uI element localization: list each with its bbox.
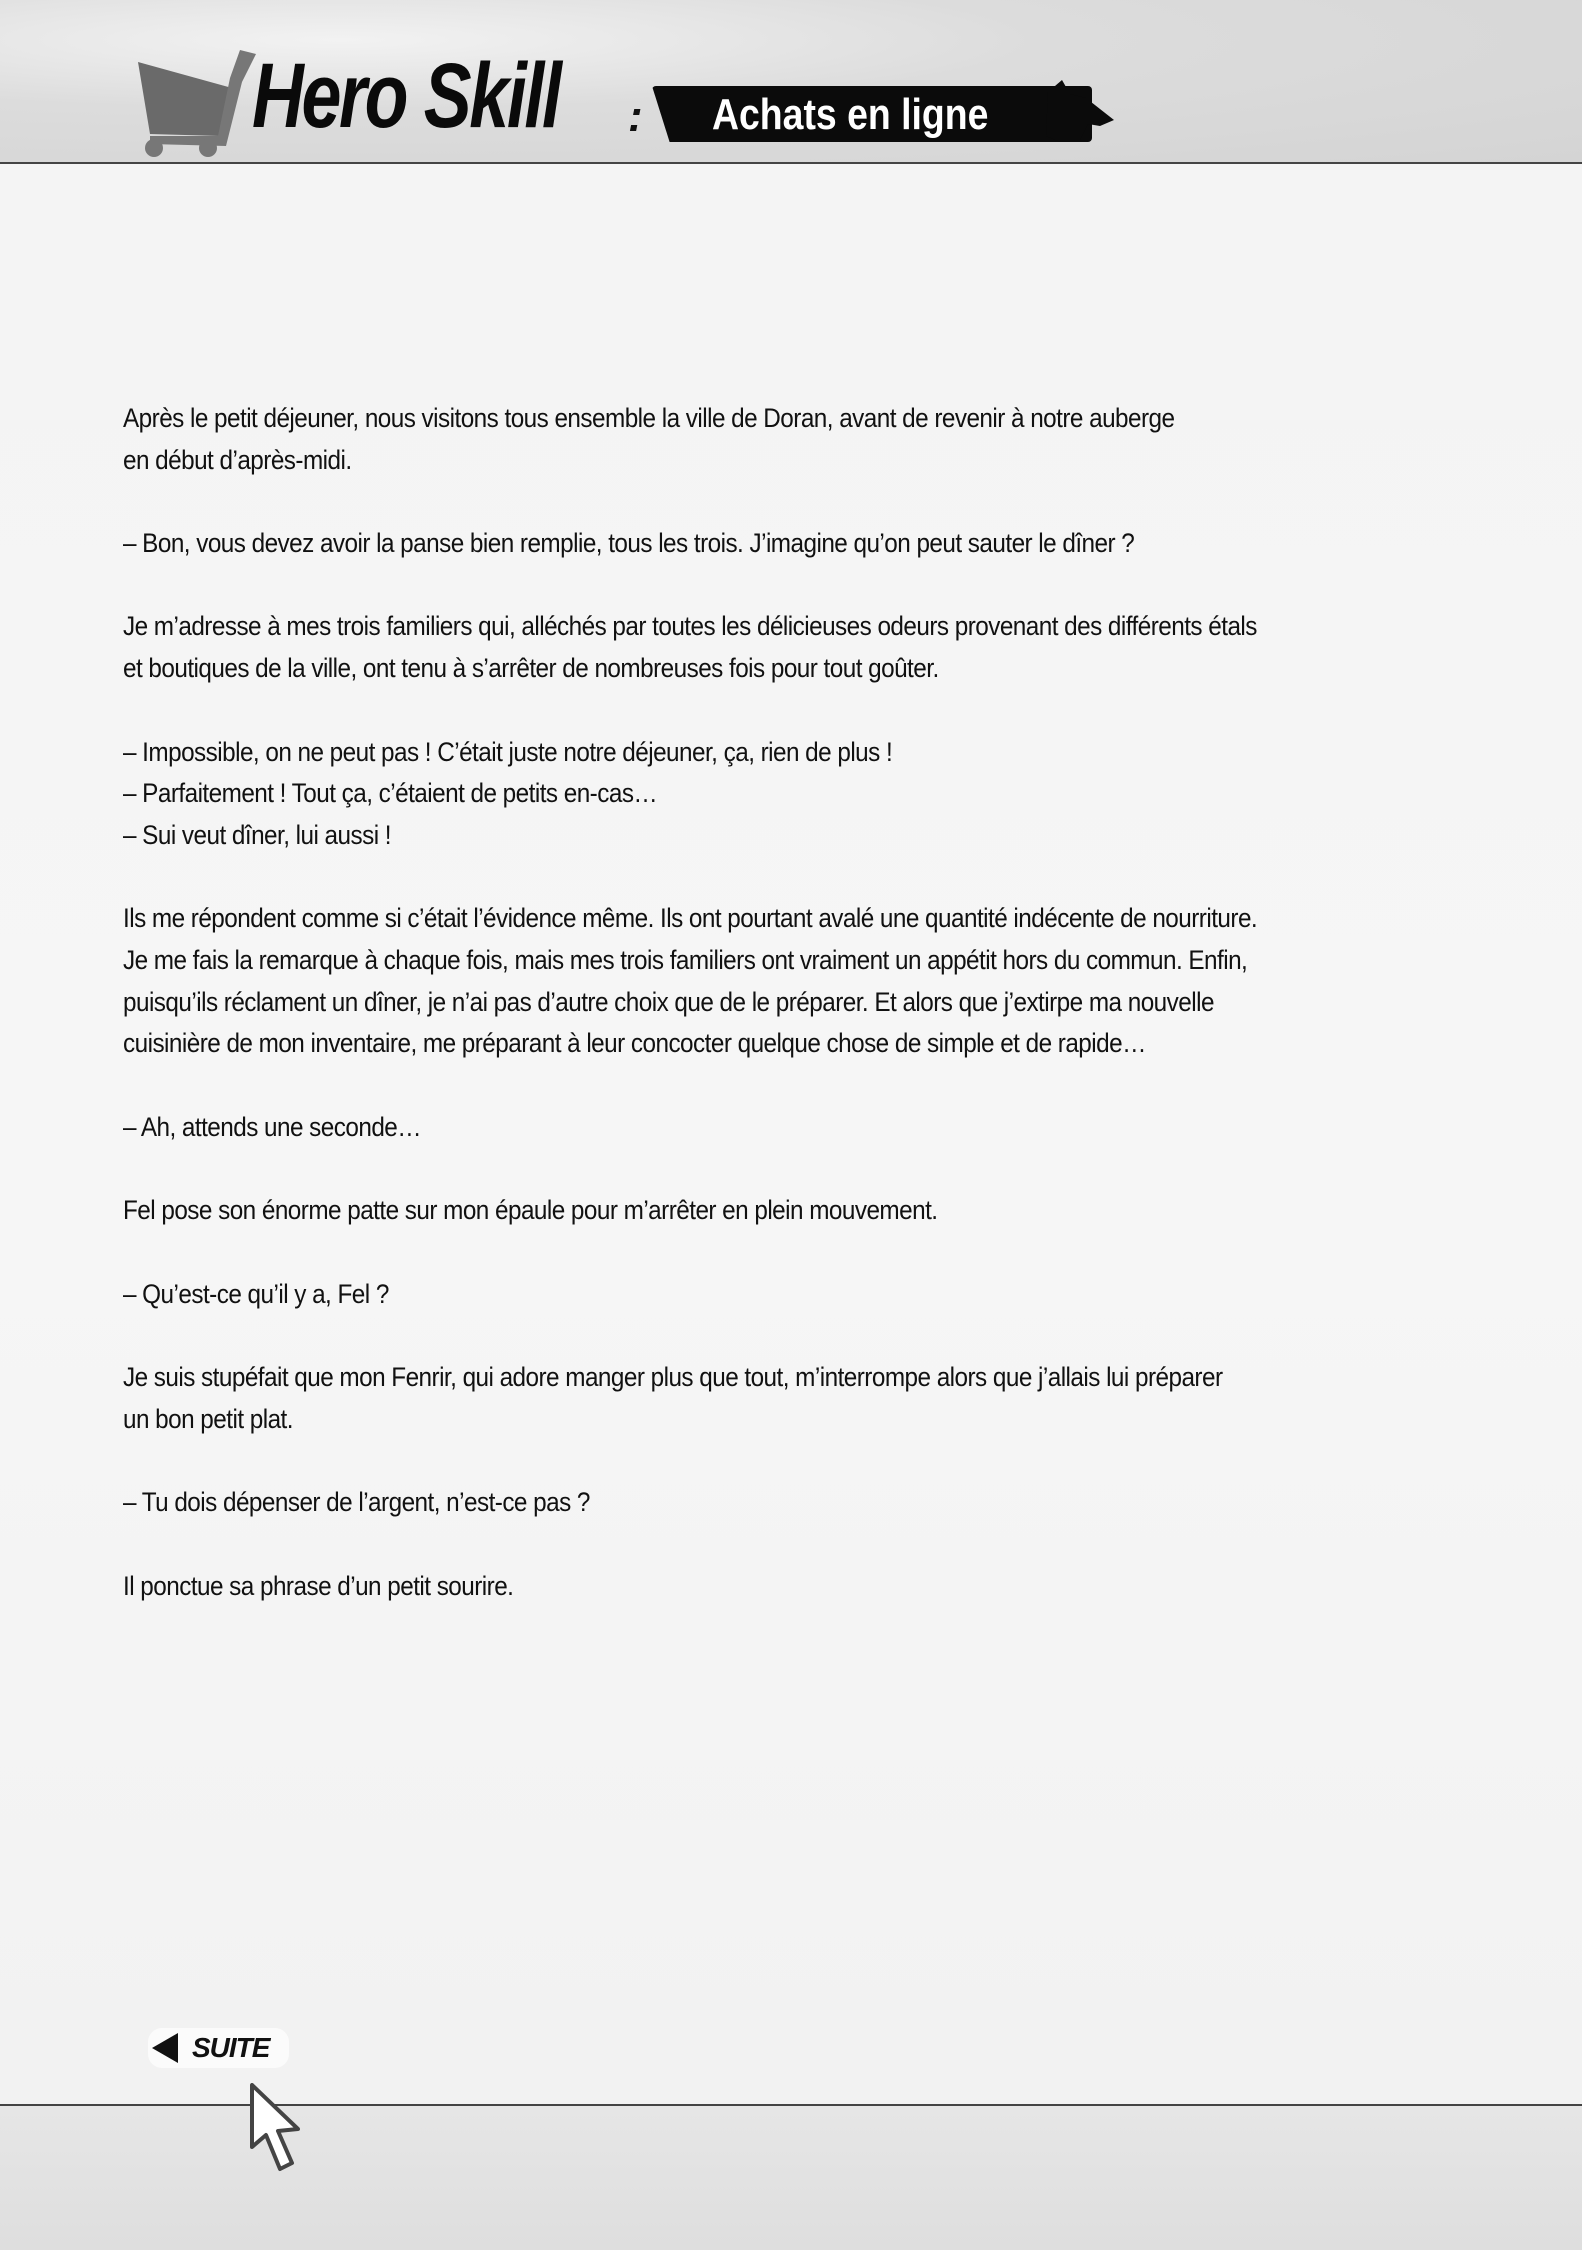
- shopping-cart-icon: [130, 48, 260, 158]
- text-line: – Sui veut dîner, lui aussi !: [123, 819, 392, 850]
- text-line: – Impossible, on ne peut pas ! C’était juste notre déjeuner, ça, rien de plus !: [123, 736, 893, 767]
- text-line: – Tu dois dépenser de l’argent, n’est-ce pas ?: [123, 1487, 590, 1518]
- text-line: en début d’après-midi.: [123, 444, 352, 475]
- header-divider: [0, 162, 1582, 164]
- paragraph: [123, 398, 1428, 481]
- text-line: Je suis stupéfait que mon Fenrir, qui adore manger plus que tout, m’interrompe alors que j’allais lui préparer: [123, 1362, 1223, 1393]
- text-line: – Bon, vous devez avoir la panse bien remplie, tous les trois. J’imagine qu’on peut sauter le dîner ?: [123, 528, 1135, 559]
- story-text: [123, 398, 1428, 1649]
- text-line: et boutiques de la ville, ont tenu à s’arrêter de nombreuses fois pour tout goûter.: [123, 653, 939, 684]
- title-colon: :: [628, 92, 643, 141]
- paragraph: [123, 1482, 1428, 1524]
- paragraph: [123, 606, 1428, 689]
- paragraph: [123, 1357, 1428, 1440]
- text-line: Je m’adresse à mes trois familiers qui, alléchés par toutes les délicieuses odeurs provenant des différents étals: [123, 611, 1257, 642]
- suite-label: SUITE: [192, 2032, 270, 2063]
- paragraph: [123, 1190, 1428, 1232]
- chapter-subtitle: Achats en ligne: [712, 90, 989, 139]
- paragraph: [123, 523, 1428, 565]
- paragraph: [123, 1274, 1428, 1316]
- page-title: Hero Skill: [252, 45, 560, 147]
- arrow-left-icon: [152, 2033, 178, 2063]
- text-line: – Qu’est-ce qu’il y a, Fel ?: [123, 1278, 389, 1309]
- text-line: – Parfaitement ! Tout ça, c’étaient de petits en-cas…: [123, 778, 658, 809]
- text-line: Je me fais la remarque à chaque fois, mais mes trois familiers ont vraiment un appétit hors du commun. Enfin,: [123, 945, 1248, 976]
- footer-divider: [0, 2104, 1582, 2106]
- text-line: Après le petit déjeuner, nous visitons tous ensemble la ville de Doran, avant de revenir à notre auberge: [123, 403, 1175, 433]
- paragraph: [123, 1566, 1428, 1608]
- text-line: – Ah, attends une seconde…: [123, 1111, 422, 1142]
- text-line: un bon petit plat.: [123, 1403, 293, 1434]
- text-line: Fel pose son énorme patte sur mon épaule pour m’arrêter en plein mouvement.: [123, 1195, 938, 1226]
- text-line: Il ponctue sa phrase d’un petit sourire.: [123, 1570, 514, 1601]
- wolf-head-icon: [1040, 80, 1120, 150]
- text-line: Ils me répondent comme si c’était l’évidence même. Ils ont pourtant avalé une quantité indécente de nourriture.: [123, 903, 1258, 934]
- paragraph: [123, 898, 1428, 1065]
- paragraph: [123, 1107, 1428, 1149]
- paragraph: [123, 732, 1428, 857]
- next-page-button[interactable]: [148, 2028, 289, 2068]
- text-line: cuisinière de mon inventaire, me préparant à leur concocter quelque chose de simple et de rapide…: [123, 1028, 1146, 1059]
- text-line: puisqu’ils réclament un dîner, je n’ai pas d’autre choix que de le préparer. Et alors que j’extirpe ma nouvelle: [123, 986, 1214, 1017]
- mouse-pointer-icon: [248, 2083, 304, 2175]
